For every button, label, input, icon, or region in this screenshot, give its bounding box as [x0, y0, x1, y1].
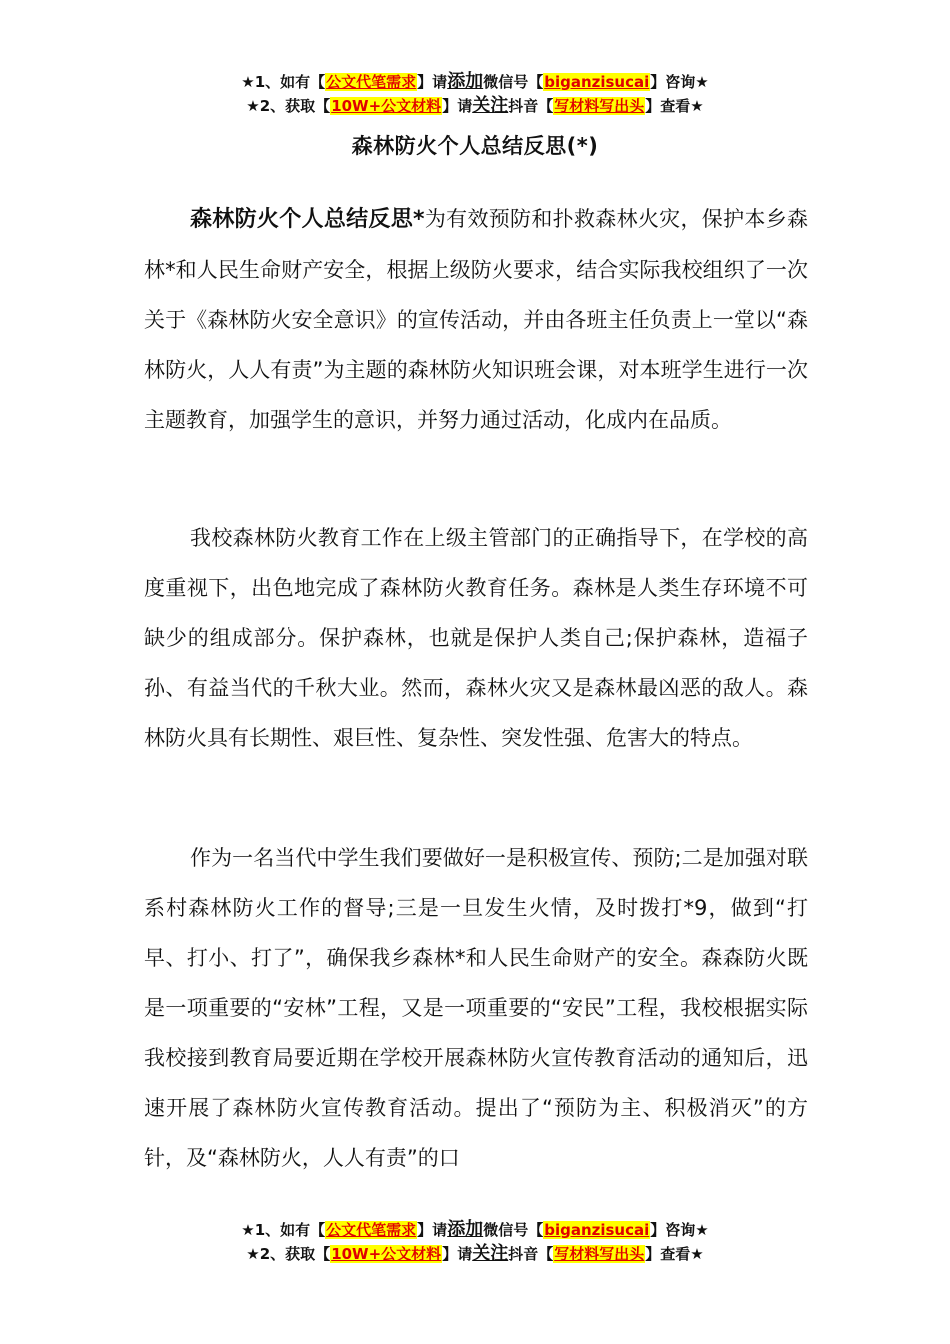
ad-highlight: 写材料写出头: [554, 97, 645, 115]
paragraph-text: 为有效预防和扑救森林火灾，保护本乡森林*和人民生命财产安全，根据上级防火要求，结合实际我校组织了一次关于《森林防火安全意识》的宣传活动，并由各班主任负责上一堂以“森林防火，人人有责”为主题的森林防火知识班会课，对本班学生进行一次主题教育，加强学生的意识，并努力通过活动，化成内在品质。: [144, 207, 808, 432]
paragraph-lead: 森林防火个人总结反思*: [190, 207, 425, 232]
paragraph-text: 作为一名当代中学生我们要做好一是积极宣传、预防;二是加强对联系村森林防火工作的督导;三是一旦发生火情，及时拨打*9，做到“打早、打小、打了”，确保我乡森林*和人民生命财产的安全。森森防火既是一项重要的“安林”工程，又是一项重要的“安民”工程，我校根据实际我校接到教育局要近期在学校开展森林防火宣传教育活动的通知后，迅速开展了森林防火宣传教育活动。提出了“预防为主、积极消灭”的方针，及“森林防火，人人有责”的口: [144, 846, 808, 1170]
ad-highlight: 公文代笔需求: [326, 73, 417, 91]
ad-text: 】请: [442, 1245, 473, 1263]
ad-highlight: 10W+公文材料: [331, 97, 442, 115]
ad-text: 微信号【: [483, 1221, 544, 1239]
ad-text: ★1、如有【: [241, 73, 326, 91]
ad-text: ★2、获取【: [246, 1245, 331, 1263]
ad-emphasis: 添加: [447, 71, 484, 92]
ad-text: 】请: [417, 73, 448, 91]
ad-text: 抖音【: [508, 1245, 554, 1263]
ad-text: ★1、如有【: [241, 1221, 326, 1239]
paragraph-2: [144, 513, 808, 763]
ad-emphasis: 关注: [472, 1243, 509, 1264]
ad-highlight: 公文代笔需求: [326, 1221, 417, 1239]
ad-text: ★2、获取【: [246, 97, 331, 115]
header-ad-line-2: [0, 94, 950, 118]
ad-text: 】查看★: [645, 1245, 704, 1263]
footer-ad-block: [0, 1218, 950, 1266]
ad-text: 】咨询★: [650, 73, 709, 91]
ad-text: 微信号【: [483, 73, 544, 91]
footer-ad-line-2: [0, 1242, 950, 1266]
header-ad-block: [0, 70, 950, 118]
ad-highlight: biganzisucai: [544, 73, 650, 91]
ad-highlight: biganzisucai: [544, 1221, 650, 1239]
ad-text: 】咨询★: [650, 1221, 709, 1239]
ad-emphasis: 关注: [472, 95, 509, 116]
ad-highlight: 写材料写出头: [554, 1245, 645, 1263]
paragraph-3: [144, 833, 808, 1183]
ad-text: 抖音【: [508, 97, 554, 115]
ad-emphasis: 添加: [447, 1219, 484, 1240]
header-ad-line-1: [0, 70, 950, 94]
ad-text: 】查看★: [645, 97, 704, 115]
paragraph-text: 我校森林防火教育工作在上级主管部门的正确指导下，在学校的高度重视下，出色地完成了森林防火教育任务。森林是人类生存环境不可缺少的组成部分。保护森林，也就是保护人类自己;保护森林，造福子孙、有益当代的千秋大业。然而，森林火灾又是森林最凶恶的敌人。森林防火具有长期性、艰巨性、复杂性、突发性强、危害大的特点。: [144, 526, 808, 750]
document-title: 森林防火个人总结反思(*): [351, 134, 599, 158]
ad-text: 】请: [417, 1221, 448, 1239]
ad-highlight: 10W+公文材料: [331, 1245, 442, 1263]
footer-ad-line-1: [0, 1218, 950, 1242]
paragraph-1: [144, 194, 808, 445]
ad-text: 】请: [442, 97, 473, 115]
